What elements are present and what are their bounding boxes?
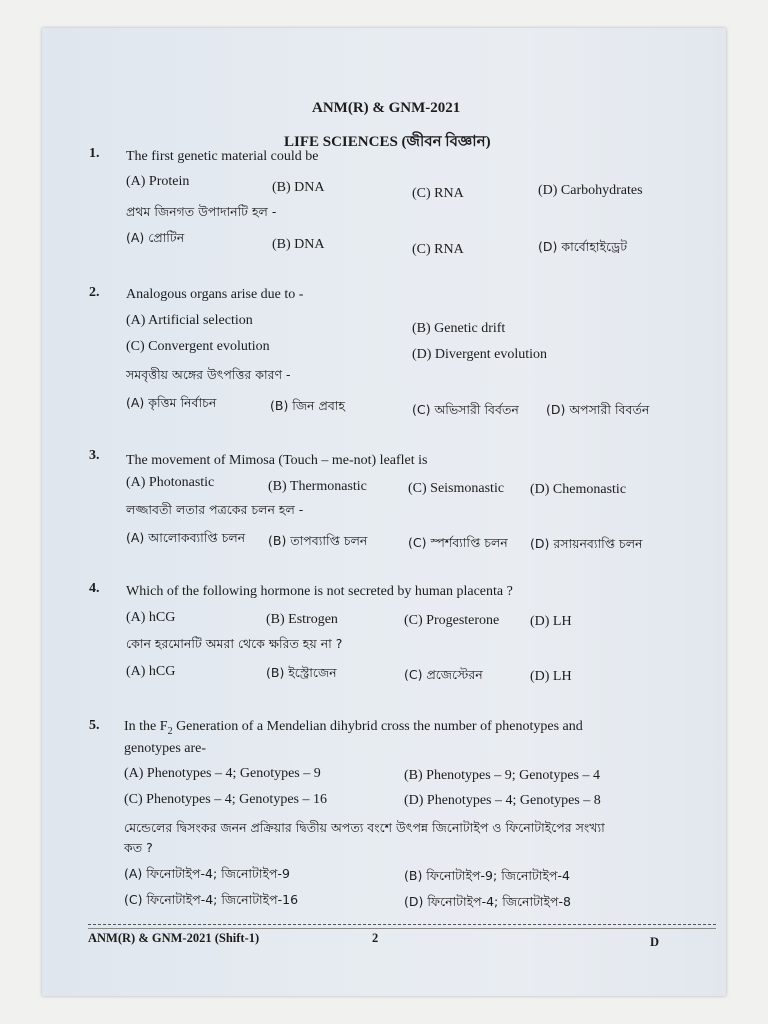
option-b-bengali: (B) ফিনোটাইপ-9; জিনোটাইপ-4 [404, 868, 570, 883]
option-c: (C) Seismonastic [408, 481, 505, 496]
option-b: (B) Phenotypes – 9; Genotypes – 4 [404, 768, 600, 783]
option-a-bengali: (A) ফিনোটাইপ-4; জিনোটাইপ-9 [124, 866, 290, 881]
question-number: 1. [89, 146, 100, 161]
option-c: (C) Convergent evolution [126, 339, 270, 354]
option-b: (B) Estrogen [266, 612, 338, 627]
question-text-bengali: সমবৃত্তীয় অঙ্গের উৎপত্তির কারণ - [126, 367, 291, 382]
question-text-part: In the F [124, 719, 168, 734]
option-a: (A) Protein [126, 174, 190, 189]
option-b-bengali: (B) ইস্ট্রোজেন [266, 665, 337, 680]
option-d-bengali: (D) LH [530, 669, 572, 684]
option-d: (D) Phenotypes – 4; Genotypes – 8 [404, 793, 601, 808]
option-a-bengali: (A) আলোকব্যাপ্তি চলন [126, 530, 246, 545]
footer-page-number: 2 [372, 931, 379, 945]
option-c-bengali: (C) RNA [412, 242, 464, 257]
option-d: (D) Chemonastic [530, 482, 627, 497]
option-b-bengali: (B) তাপব্যাপ্তি চলন [268, 533, 368, 548]
footer-set-code: D [650, 935, 660, 949]
footer-divider-line [88, 928, 716, 929]
option-b-bengali: (B) DNA [272, 237, 325, 252]
option-d-bengali: (D) অপসারী বিবর্তন [546, 402, 650, 417]
option-a-bengali: (A) কৃত্তিম নির্বাচন [126, 395, 217, 410]
option-a: (A) Artificial selection [126, 313, 253, 328]
question-text-bengali: প্রথম জিনগত উপাদানটি হল - [126, 204, 277, 219]
option-c: (C) RNA [412, 186, 464, 201]
question-text [124, 719, 583, 737]
option-b: (B) Thermonastic [268, 479, 367, 494]
option-d-bengali: (D) রসায়নব্যাপ্তি চলন [530, 536, 643, 551]
question-text: Analogous organs arise due to - [126, 287, 304, 302]
option-d: (D) LH [530, 614, 572, 629]
option-b: (B) DNA [272, 180, 325, 195]
option-d: (D) Divergent evolution [412, 347, 548, 362]
question-text: The movement of Mimosa (Touch – me-not) leaflet is [126, 453, 428, 468]
question-number: 3. [89, 448, 100, 463]
exam-page [42, 28, 726, 996]
option-c-bengali: (C) প্রজেস্টেরন [404, 667, 483, 682]
option-a-bengali: (A) hCG [126, 664, 176, 679]
option-b-bengali: (B) জিন প্রবাহ [270, 398, 345, 413]
question-text-bengali-line2: কত ? [124, 840, 153, 855]
question-number: 4. [89, 581, 100, 596]
option-c: (C) Progesterone [404, 613, 500, 628]
option-c: (C) Phenotypes – 4; Genotypes – 16 [124, 792, 327, 807]
subscript-generation: 2 [167, 725, 173, 737]
question-number: 5. [89, 718, 100, 733]
question-text: Which of the following hormone is not secreted by human placenta ? [126, 584, 513, 599]
option-b: (B) Genetic drift [412, 321, 506, 336]
option-a-bengali: (A) প্রোটিন [126, 230, 185, 245]
option-d-bengali: (D) কার্বোহাইড্রেট [538, 239, 628, 254]
question-text-bengali: কোন হরমোনটি অমরা থেকে ক্ষরিত হয় না ? [126, 636, 343, 651]
option-d-bengali: (D) ফিনোটাইপ-4; জিনোটাইপ-8 [404, 894, 571, 909]
option-c-bengali: (C) ফিনোটাইপ-4; জিনোটাইপ-16 [124, 892, 299, 907]
option-d: (D) Carbohydrates [538, 183, 643, 198]
question-text-part: Generation of a Mendelian dihybrid cross the number of phenotypes and [172, 719, 583, 734]
footer-divider-dashed [88, 924, 716, 925]
option-a: (A) Photonastic [126, 475, 215, 490]
exam-code-title: ANM(R) & GNM-2021 [312, 100, 461, 116]
question-number: 2. [89, 285, 100, 300]
question-text: The first genetic material could be [126, 149, 319, 164]
question-text-line2: genotypes are- [124, 741, 207, 756]
question-text-bengali: লজ্জাবতী লতার পত্রকের চলন হল - [126, 502, 304, 517]
option-a: (A) hCG [126, 610, 176, 625]
option-c-bengali: (C) অভিসারী বির্বতন [412, 402, 519, 417]
footer-exam-code: ANM(R) & GNM-2021 (Shift-1) [88, 931, 260, 945]
option-a: (A) Phenotypes – 4; Genotypes – 9 [124, 766, 321, 781]
option-c-bengali: (C) স্পর্শব্যাপ্তি চলন [408, 535, 508, 550]
question-text-bengali: মেন্ডেলের দ্বিসংকর জনন প্রক্রিয়ার দ্বিতীয় অপত্য বংশে উৎপন্ন জিনোটাইপ ও ফিনোটাইপের সংখ্যা [124, 820, 605, 835]
subject-title: LIFE SCIENCES (জীবন বিজ্ঞান) [284, 134, 491, 150]
